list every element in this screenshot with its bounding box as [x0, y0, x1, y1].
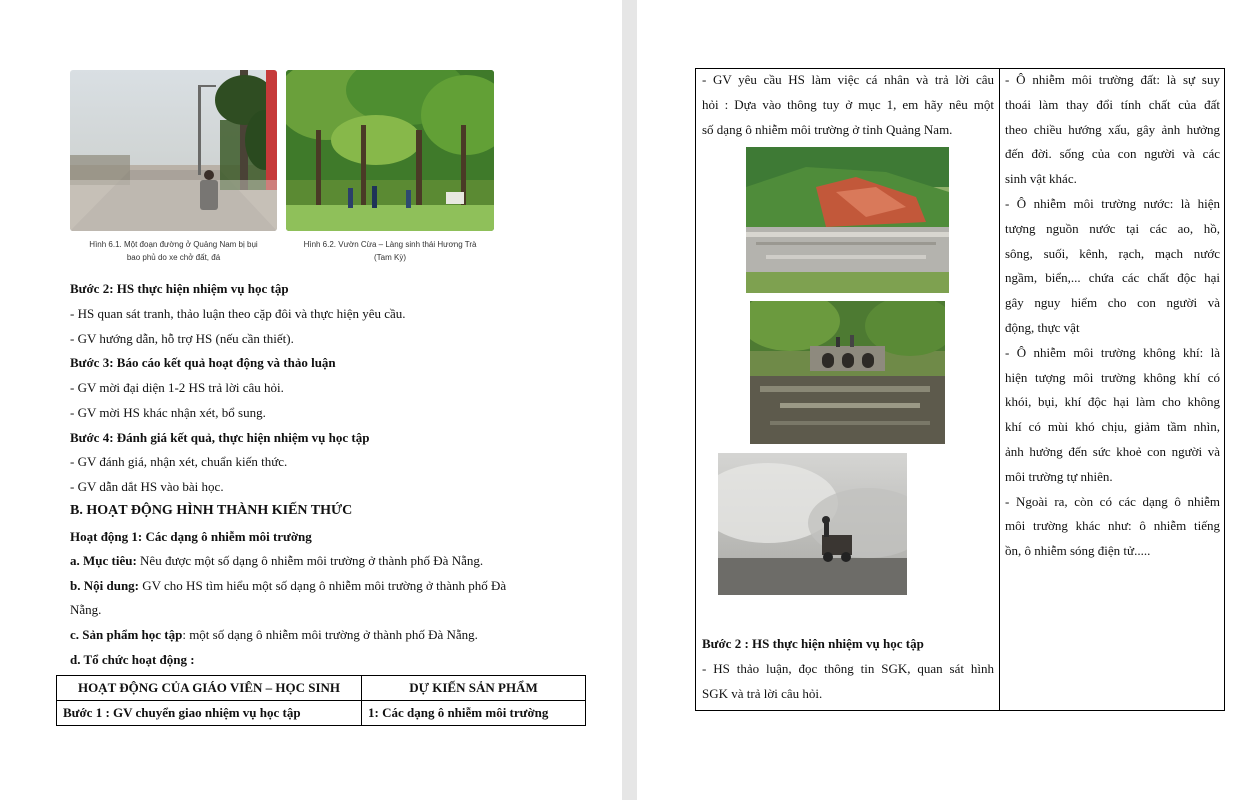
- text-content-cont: [70, 602, 101, 618]
- text-organization: [70, 652, 195, 668]
- activity-table: [56, 675, 586, 726]
- heading-step-4: [70, 430, 369, 446]
- line-text: - GV mời HS khác nhận xét, bổ sung.: [70, 405, 266, 420]
- text-product: [70, 627, 478, 643]
- text-line: ồn, ô nhiễm sóng điện tử.....: [1005, 543, 1151, 559]
- caption-figure-6-2: [286, 238, 494, 264]
- line-label: Bước 2: HS thực hiện nhiệm vụ học tập: [70, 281, 289, 296]
- line-text: Nẵng.: [70, 602, 102, 617]
- heading-step-2: [70, 281, 289, 297]
- right-cell-pollution-definitions: [1005, 68, 1220, 564]
- text-line: [70, 405, 266, 421]
- document-page-left: [0, 0, 622, 800]
- heading-section-b: [70, 503, 352, 519]
- step-2-title: Bước 2 : HS thực hiện nhiệm vụ học tập: [702, 636, 924, 651]
- line-label: d. Tổ chức hoạt động :: [70, 652, 195, 667]
- table-cell-step-1: Bước 1 : GV chuyển giao nhiệm vụ học tập: [57, 701, 362, 726]
- line-label: Bước 4: Đánh giá kết quả, thực hiện nhiệm vụ học tập: [70, 430, 370, 445]
- text-line: - Ô nhiễm môi trường đất: là sự suy: [1005, 72, 1220, 87]
- line-label: c. Sản phẩm học tập: [70, 627, 183, 642]
- caption-line: Hình 6.2. Vườn Cừa – Làng sinh thái Hương Trà: [303, 240, 477, 249]
- text-line: hiện tượng môi trường không khí có: [1005, 369, 1220, 385]
- left-cell-step-2: [702, 632, 994, 706]
- line-text: GV cho HS tìm hiểu một số dạng ô nhiễm môi trường ở thành phố Đà: [139, 578, 507, 593]
- document-page-right: [637, 0, 1257, 800]
- text-line: khói, bụi, khí độc hại làm cho không: [1005, 394, 1220, 410]
- line-label: B. HOẠT ĐỘNG HÌNH THÀNH KIẾN THỨC: [70, 503, 353, 518]
- text-line: [70, 454, 287, 470]
- text-line: - HS thảo luận, đọc thông tin SGK, quan sát hình: [702, 660, 994, 676]
- text-line: [70, 331, 294, 347]
- text-line: gây nguy hiểm cho con người và: [1005, 295, 1220, 311]
- caption-line: bao phủ do xe chở đất, đá: [126, 253, 221, 262]
- text-line: sinh vật khác.: [1005, 171, 1077, 187]
- line-label: b. Nội dung:: [70, 578, 139, 593]
- line-text: - GV dẫn dắt HS vào bài học.: [70, 479, 224, 494]
- text-line: ảnh hưởng đến sức khoẻ con người và: [1005, 443, 1220, 459]
- photo-dusty-road: [70, 70, 277, 231]
- text-line: khí có mùi khó chịu, giảm tầm nhìn,: [1005, 419, 1220, 435]
- text-line: tượng nguồn nước tại các ao, hồ,: [1005, 220, 1220, 236]
- line-text: - HS quan sát tranh, thảo luận theo cặp đôi và thực hiện yêu cầu.: [70, 306, 406, 321]
- line-text: - GV mời đại diện 1-2 HS trả lời câu hỏi.: [70, 380, 284, 395]
- text-line: - Ô nhiễm môi trường không khí: là: [1005, 344, 1220, 360]
- text-line: [70, 306, 406, 322]
- line-label: Hoạt động 1: Các dạng ô nhiễm môi trường: [70, 529, 312, 544]
- line-text: : một số dạng ô nhiễm môi trường ở thành phố Đà Nẵng.: [182, 627, 478, 642]
- table-divider: [999, 69, 1000, 710]
- line-text: Nêu được một số dạng ô nhiễm môi trường ở thành phố Đà Nẵng.: [136, 553, 484, 568]
- line-text: - GV hướng dẫn, hỗ trợ HS (nếu cần thiết).: [70, 331, 294, 346]
- text-line: SGK và trả lời câu hỏi.: [702, 685, 823, 701]
- text-line: - GV yêu cầu HS làm việc cá nhân và trả lời câu: [702, 72, 994, 87]
- text-line: ngầm, biển,... chứa các chất độc hại: [1005, 270, 1220, 286]
- text-line: [70, 479, 224, 495]
- table-header-teacher-student: HOẠT ĐỘNG CỦA GIÁO VIÊN – HỌC SINH: [57, 676, 362, 701]
- table-header-expected-product: DỰ KIẾN SẢN PHẨM: [362, 676, 586, 701]
- photo-eco-village-garden: [286, 70, 494, 231]
- caption-line: Hình 6.1. Một đoạn đường ở Quảng Nam bị bụi: [89, 240, 258, 249]
- table-cell-pollution-types: 1: Các dạng ô nhiễm môi trường: [362, 701, 586, 726]
- heading-step-3: [70, 355, 336, 371]
- text-line: [70, 380, 284, 396]
- heading-activity-1: [70, 529, 312, 545]
- text-objective: [70, 553, 483, 569]
- text-line: động, thực vật: [1005, 319, 1080, 335]
- text-line: số dạng ô nhiễm môi trường ở tỉnh Quảng Nam.: [702, 121, 953, 137]
- photo-water-pollution: [750, 301, 945, 444]
- caption-line: (Tam Kỳ): [374, 253, 406, 262]
- text-line: - Ô nhiễm môi trường nước: là hiện: [1005, 195, 1220, 211]
- text-line: - Ngoài ra, còn có các dạng ô nhiễm: [1005, 493, 1220, 509]
- photo-air-pollution: [718, 453, 907, 595]
- photo-soil-pollution: [746, 147, 949, 293]
- text-content: [70, 578, 506, 594]
- caption-figure-6-1: [70, 238, 277, 264]
- text-line: sông, suối, kênh, rạch, mạch nước: [1005, 245, 1220, 261]
- line-text: - GV đánh giá, nhận xét, chuẩn kiến thức.: [70, 454, 288, 469]
- left-cell-intro: [702, 68, 994, 142]
- text-line: thoái làm thay đổi tính chất của đất: [1005, 96, 1220, 112]
- line-label: a. Mục tiêu:: [70, 553, 137, 568]
- text-line: theo chiều hướng xấu, gây ảnh hưởng: [1005, 121, 1220, 137]
- text-line: môi trường khác như: ô nhiễm tiếng: [1005, 518, 1220, 534]
- text-line: hỏi : Dựa vào thông tuy ở mục 1, em hãy nêu một: [702, 96, 994, 112]
- text-line: môi trường tự nhiên.: [1005, 468, 1113, 484]
- text-line: đến đời. sống của con người và các: [1005, 146, 1220, 162]
- line-label: Bước 3: Báo cáo kết quả hoạt động và thảo luận: [70, 355, 336, 370]
